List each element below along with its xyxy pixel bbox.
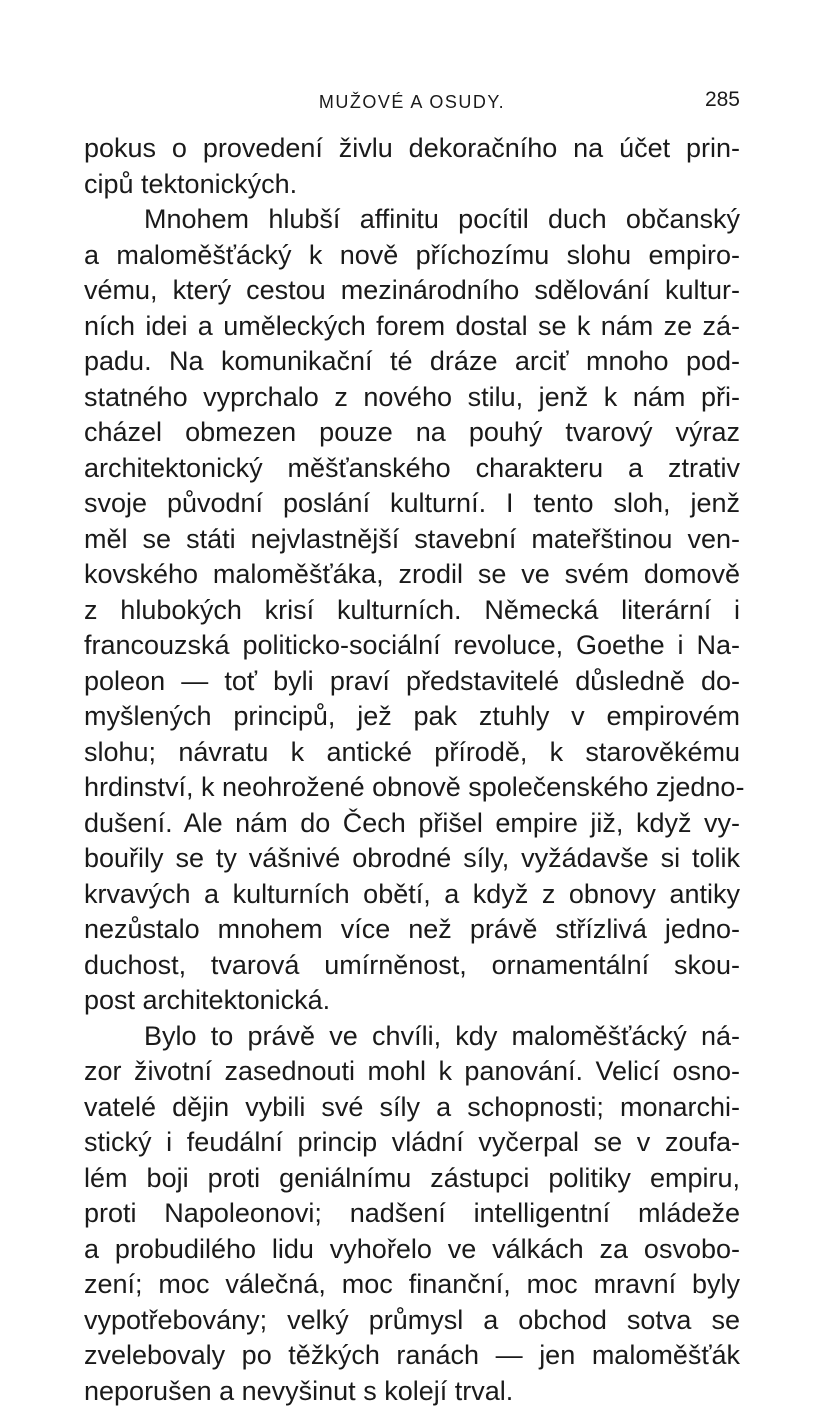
text-line: svoje původní poslání kulturní. I tento sloh, jenž	[84, 486, 740, 522]
text-line: bouřily se ty vášnivé obrodné síly, vyžádavše si tolik	[84, 841, 740, 877]
text-line: kovského maloměšťáka, zrodil se ve svém domově	[84, 557, 740, 593]
text-line: vému, který cestou mezinárodního sdělování kultur-	[84, 273, 740, 309]
running-title: MUŽOVÉ A OSUDY.	[84, 92, 740, 113]
body-text	[84, 131, 740, 1409]
text-line: myšlených principů, jež pak ztuhly v empirovém	[84, 699, 740, 735]
text-line: vatelé dějin vybili své síly a schopnosti; monarchi-	[84, 1090, 740, 1126]
text-line: duchost, tvarová umírněnost, ornamentální skou-	[84, 948, 740, 984]
text-line: lém boji proti geniálnímu zástupci politiky empiru,	[84, 1161, 740, 1197]
text-line: z hlubokých krisí kulturních. Německá literární i	[84, 593, 740, 629]
text-line: pokus o provedení živlu dekoračního na účet prin-	[84, 131, 740, 167]
text-line: Mnohem hlubší affinitu pocítil duch občanský	[84, 202, 740, 238]
text-line: statného vyprchalo z nového stilu, jenž k nám při-	[84, 380, 740, 416]
text-line: stický i feudální princip vládní vyčerpal se v zoufa-	[84, 1125, 740, 1161]
text-line: cipů tektonických.	[84, 167, 740, 203]
page-number: 285	[705, 88, 740, 112]
text-line: zvelebovaly po těžkých ranách — jen maloměšťák	[84, 1338, 740, 1374]
text-line: poleon — toť byli praví představitelé důsledně do-	[84, 664, 740, 700]
text-line: cházel obmezen pouze na pouhý tvarový výraz	[84, 415, 740, 451]
text-line: nezůstalo mnohem více než právě střízlivá jedno-	[84, 912, 740, 948]
text-line: a probudilého lidu vyhořelo ve válkách za osvobo-	[84, 1232, 740, 1268]
text-line: slohu; návratu k antické přírodě, k starověkému	[84, 735, 740, 771]
text-line: proti Napoleonovi; nadšení intelligentní mládeže	[84, 1196, 740, 1232]
text-line: měl se státi nejvlastnější stavební mateřštinou ven-	[84, 522, 740, 558]
running-head	[84, 88, 740, 116]
text-line: vypotřebovány; velký průmysl a obchod sotva se	[84, 1303, 740, 1339]
text-line: neporušen a nevyšinut s kolejí trval.	[84, 1374, 740, 1409]
text-line: zení; moc válečná, moc finanční, moc mravní byly	[84, 1267, 740, 1303]
text-line: krvavých a kulturních obětí, a když z obnovy antiky	[84, 877, 740, 913]
text-line: francouzská politicko-sociální revoluce, Goethe i Na-	[84, 628, 740, 664]
text-line: dušení. Ale nám do Čech přišel empire již, když vy-	[84, 806, 740, 842]
text-line: Bylo to právě ve chvíli, kdy maloměšťácký ná-	[84, 1019, 740, 1055]
text-line: post architektonická.	[84, 983, 740, 1019]
text-line: architektonický měšťanského charakteru a ztrativ	[84, 451, 740, 487]
text-line: padu. Na komunikační té dráze arciť mnoho pod-	[84, 344, 740, 380]
text-line: zor životní zasednouti mohl k panování. Velicí osno-	[84, 1054, 740, 1090]
text-line: a maloměšťácký k nově příchozímu slohu empiro-	[84, 238, 740, 274]
text-line: hrdinství, k neohrožené obnově společenského zjedno-	[84, 770, 740, 806]
text-line: ních idei a uměleckých forem dostal se k nám ze zá-	[84, 309, 740, 345]
